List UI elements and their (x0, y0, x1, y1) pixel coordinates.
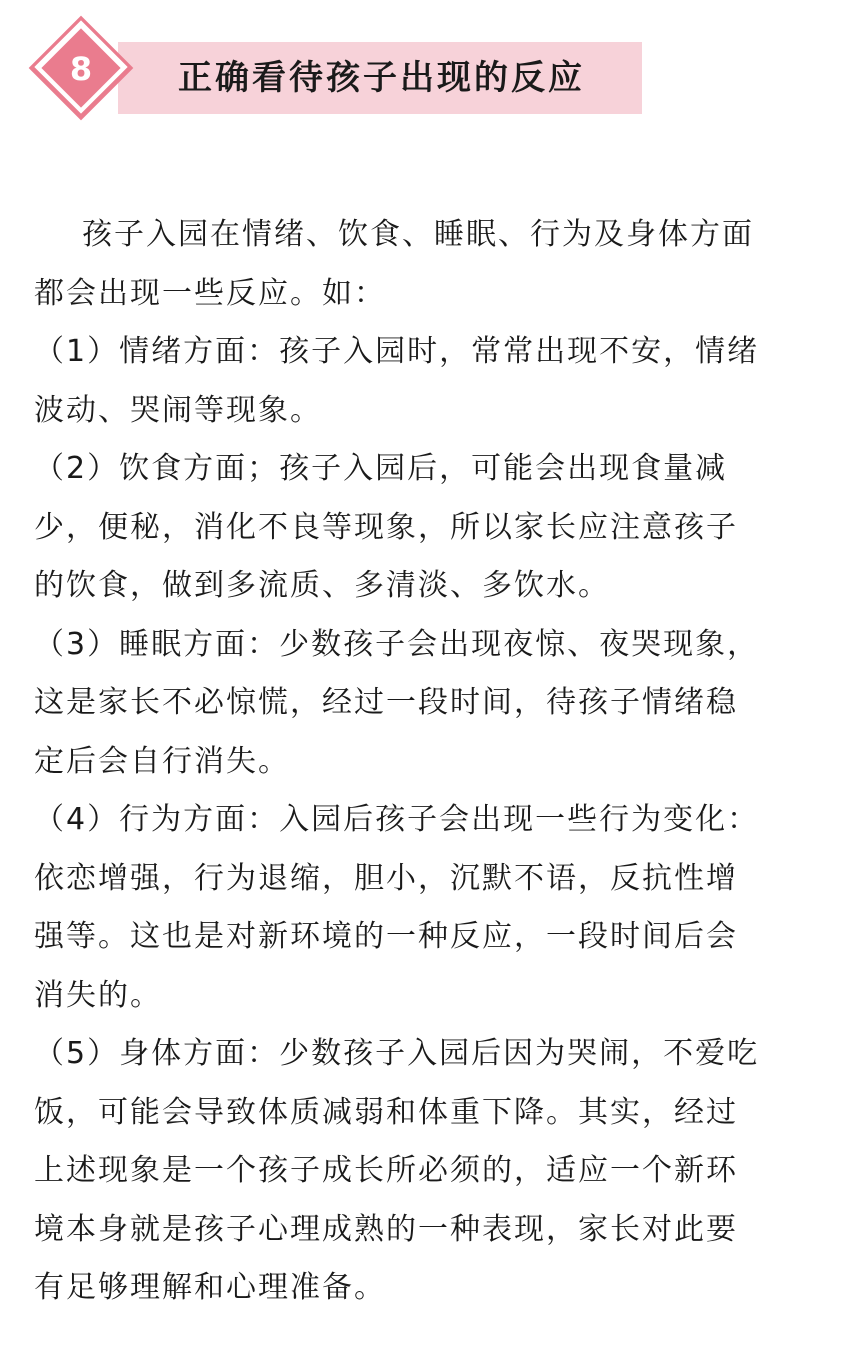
paragraph-line: 有足够理解和心理准备。 (34, 1270, 386, 1305)
paragraph-line: 都会出现一些反应。如： (34, 275, 386, 311)
paragraph-line: 依恋增强，行为退缩，胆小，沉默不语，反抗性增 (34, 860, 738, 896)
section-number: 8 (69, 50, 93, 88)
paragraph-line: （4）行为方面：入园后孩子会出现一些行为变化： (34, 802, 760, 837)
paragraph-line: 的饮食，做到多流质、多清淡、多饮水。 (34, 568, 610, 603)
paragraph-line: 境本身就是孩子心理成熟的一种表现，家长对此要 (34, 1211, 738, 1247)
paragraph-line: 强等。这也是对新环境的一种反应，一段时间后会 (34, 919, 738, 954)
paragraph-line: （3）睡眠方面：少数孩子会出现夜惊、夜哭现象， (34, 626, 760, 662)
paragraph-line: 饭，可能会导致体质减弱和体重下降。其实，经过 (34, 1094, 738, 1130)
paragraph-line: 波动、哭闹等现象。 (34, 392, 322, 428)
paragraph-line: 消失的。 (34, 977, 162, 1013)
paragraph-line: 这是家长不必惊慌，经过一段时间，待孩子情绪稳 (34, 685, 738, 720)
paragraph-line: 定后会自行消失。 (34, 743, 290, 779)
paragraph-line: （1）情绪方面：孩子入园时，常常出现不安，情绪 (34, 334, 760, 369)
article-body (34, 206, 824, 1318)
paragraph-line: 孩子入园在情绪、饮食、睡眠、行为及身体方面 (82, 217, 754, 252)
paragraph-line: （2）饮食方面；孩子入园后，可能会出现食量减 (34, 451, 728, 486)
paragraph-line: 少，便秘，消化不良等现象，所以家长应注意孩子 (34, 509, 738, 545)
paragraph-line: （5）身体方面：少数孩子入园后因为哭闹，不爱吃 (34, 1036, 760, 1071)
section-header (0, 0, 850, 150)
section-title: 正确看待孩子出现的反应 (178, 58, 585, 98)
paragraph-line: 上述现象是一个孩子成长所必须的，适应一个新环 (34, 1153, 738, 1188)
